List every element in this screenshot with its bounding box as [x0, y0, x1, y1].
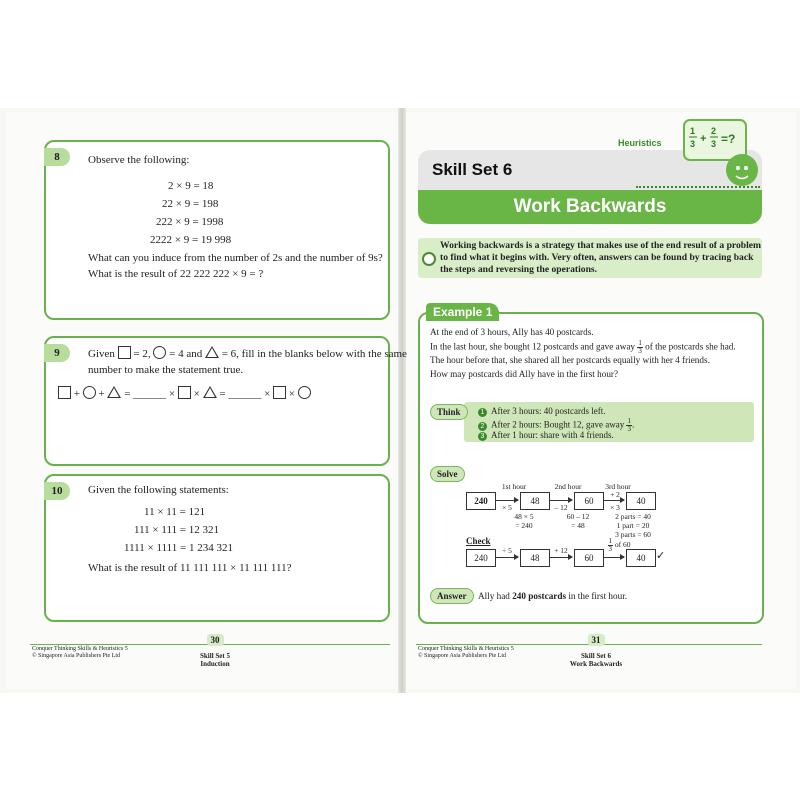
- calc-line: 60 – 12: [566, 512, 590, 521]
- triangle-shape: [203, 386, 217, 398]
- q8-question-2: What is the result of 22 222 222 × 9 = ?: [88, 268, 264, 280]
- q10-question: What is the result of 11 111 111 × 11 111 111?: [88, 562, 292, 574]
- q9-given-prefix: Given: [88, 348, 115, 360]
- footer-skill-name: Induction: [200, 660, 230, 668]
- solve-box-3: 60: [574, 492, 604, 510]
- q10-equation-2: 111 × 111 = 12 321: [134, 524, 220, 536]
- footer-publisher: [32, 646, 128, 660]
- fraction: [626, 418, 632, 433]
- chapter-title: Work Backwards: [513, 196, 667, 217]
- calc-line: 1 part = 20: [616, 521, 650, 530]
- q9-circle-value: = 4 and: [169, 348, 203, 360]
- plus-sign: +: [98, 388, 105, 400]
- arrow-icon: [604, 500, 624, 501]
- number-dot-icon: 1: [478, 408, 487, 417]
- think-text: After 3 hours: 40 postcards left.: [491, 406, 606, 416]
- mascot-den-a: 3: [690, 139, 696, 149]
- fraction-num: 1: [638, 339, 642, 347]
- example-line-3: The hour before that, she shared all her postcards equally with her 4 friends.: [430, 355, 710, 365]
- footer-skill-set: Skill Set 6: [581, 652, 611, 660]
- question-number: 10: [44, 482, 70, 500]
- q8-equation-1: 2 × 9 = 18: [168, 180, 214, 192]
- question-number: 8: [44, 148, 70, 166]
- q10-equation-1: 11 × 11 = 121: [144, 506, 206, 518]
- times-sign: ×: [264, 388, 271, 400]
- q8-intro: Observe the following:: [88, 154, 190, 166]
- mascot-illustration: [680, 118, 764, 192]
- check-box-4: 40: [626, 549, 656, 567]
- plus-sign: +: [73, 388, 80, 400]
- check-mark-icon: ✓: [656, 550, 666, 562]
- blank-1: ______: [133, 388, 167, 400]
- arrow-icon: [550, 500, 572, 501]
- example-tab: Example 1: [426, 303, 499, 321]
- publisher-line-2: © Singapore Asia Publishers Pte Ltd: [418, 653, 507, 659]
- q8-equation-4: 2222 × 9 = 19 998: [150, 234, 232, 246]
- question-9-box: [44, 336, 407, 466]
- q9-square-value: = 2,: [133, 348, 151, 360]
- answer-bold: 240 postcards: [512, 591, 567, 601]
- q9-triangle-value: = 6, fill in the blanks below with the same: [221, 348, 407, 360]
- publisher-line-2: © Singapore Asia Publishers Pte Ltd: [32, 653, 121, 659]
- square-shape: [273, 386, 286, 399]
- blank-2: ______: [228, 388, 262, 400]
- equals-sign: =: [219, 388, 226, 400]
- times-sign: ×: [168, 388, 176, 400]
- think-label: Think: [430, 404, 468, 420]
- check-op-1: ÷ 5: [502, 546, 512, 555]
- book-gutter: [398, 108, 406, 693]
- example-line-4: How may postcards did Ally have in the first hour?: [430, 369, 619, 379]
- example-line-2a: In the last hour, she bought 12 postcards and gave away: [430, 341, 636, 352]
- think-text: After 2 hours: Bought 12, gave away: [491, 419, 625, 430]
- question-number: 9: [44, 344, 70, 362]
- q9-expression: [58, 386, 311, 403]
- page-number: 31: [588, 634, 605, 646]
- publisher-line-1: Conquer Thinking Skills & Heuristics 5: [418, 646, 514, 652]
- fraction: [608, 538, 614, 553]
- solve-op-2: – 12: [554, 503, 568, 512]
- bullet-icon: [422, 252, 436, 266]
- solve-box-1: 240: [466, 492, 496, 510]
- footer-publisher: [418, 646, 514, 660]
- question-10-box: [44, 474, 390, 622]
- fraction-den: 3: [608, 545, 612, 553]
- solve-op-3: + 2: [610, 490, 620, 499]
- fraction-den: 3: [638, 347, 642, 355]
- square-shape: [118, 346, 131, 359]
- circle-shape: [83, 386, 96, 399]
- think-item-3: [478, 430, 614, 441]
- calc-line: = 48: [571, 521, 585, 530]
- publisher-line-1: Conquer Thinking Skills & Heuristics 5: [32, 646, 128, 652]
- times-sign: ×: [193, 388, 200, 400]
- footer-skill-label: [180, 652, 250, 668]
- think-text: After 1 hour: share with 4 friends.: [491, 430, 614, 440]
- answer-text: [478, 590, 627, 602]
- arrow-icon: [604, 557, 624, 558]
- mascot-den-b: 3: [711, 139, 717, 149]
- example-line-2: [430, 340, 736, 355]
- check-op-3: [604, 538, 634, 553]
- page-number-31: [556, 634, 636, 646]
- check-box-1: 240: [466, 549, 496, 567]
- calc-line: = 240: [515, 521, 533, 530]
- answer-post: in the first hour.: [568, 591, 628, 601]
- arrow-icon: [496, 557, 518, 558]
- example-line-2b: of the postcards she had.: [645, 341, 736, 352]
- fraction: [637, 340, 643, 355]
- q9-given-line: [88, 346, 407, 363]
- hour-label-2: 2nd hour: [554, 482, 582, 491]
- hour-label-3: 3rd hour: [605, 482, 631, 491]
- footer-skill-label: [556, 652, 636, 668]
- answer-label: Answer: [430, 588, 474, 604]
- check-label: Check: [466, 536, 491, 546]
- calc-line: 2 parts = 40: [615, 512, 651, 521]
- number-dot-icon: 2: [478, 422, 487, 431]
- circle-shape: [298, 386, 311, 399]
- q9-given-line-2: number to make the statement true.: [88, 364, 244, 376]
- calc-1: [504, 512, 544, 530]
- times-sign: ×: [288, 388, 295, 400]
- mascot-num-a: 1: [690, 126, 696, 136]
- q10-equation-3: 1111 × 1111 = 1 234 321: [124, 542, 233, 554]
- hour-label-1: 1st hour: [501, 482, 527, 491]
- skill-set-title: Skill Set 6: [432, 160, 513, 179]
- solve-op-4: × 3: [610, 503, 620, 512]
- calc-line: 3 parts = 60: [615, 530, 651, 539]
- mascot-equals: =?: [721, 132, 736, 146]
- check-op-2: + 12: [554, 546, 568, 555]
- check-box-3: 60: [574, 549, 604, 567]
- page-number-30: [180, 634, 250, 646]
- example-line-1: At the end of 3 hours, Ally has 40 postcards.: [430, 327, 594, 337]
- mascot-plus: +: [700, 133, 707, 145]
- fraction-den: 3: [627, 425, 631, 433]
- arrow-icon: [550, 557, 572, 558]
- think-item-1: [478, 406, 605, 417]
- fraction-num: 1: [608, 537, 612, 545]
- intro-text: Working backwards is a strategy that makes use of the end result of a problem to find what it begins with. Very often, answers can be found by tracing back the steps and reversing the operations.: [440, 240, 762, 275]
- q10-intro: Given the following statements:: [88, 484, 229, 496]
- footer-skill-set: Skill Set 5: [200, 652, 230, 660]
- check-box-2: 48: [520, 549, 550, 567]
- equals-sign: =: [124, 388, 131, 400]
- solve-box-2: 48: [520, 492, 550, 510]
- number-dot-icon: 3: [478, 432, 487, 441]
- triangle-shape: [205, 346, 219, 358]
- page-number: 30: [207, 634, 224, 646]
- solve-label: Solve: [430, 466, 465, 482]
- solve-box-4: 40: [626, 492, 656, 510]
- footer-skill-name: Work Backwards: [569, 660, 623, 668]
- calc-2: [556, 512, 600, 530]
- square-shape: [58, 386, 71, 399]
- fraction-num: 1: [627, 417, 631, 425]
- calc-line: 48 × 5: [514, 512, 534, 521]
- arrow-icon: [496, 500, 518, 501]
- calc-3: [606, 512, 660, 539]
- q8-equation-2: 22 × 9 = 198: [162, 198, 219, 210]
- circle-shape: [153, 346, 166, 359]
- q8-equation-3: 222 × 9 = 1998: [156, 216, 224, 228]
- mascot-num-b: 2: [711, 126, 717, 136]
- answer-pre: Ally had: [478, 591, 510, 601]
- square-shape: [178, 386, 191, 399]
- check-op-text: of 60: [614, 540, 631, 550]
- think-item-2: 2 After 2 hours: Bought 12, gave away $\frac{1}{3}$ .: [478, 418, 634, 433]
- heuristics-label: Heuristics: [618, 138, 662, 148]
- solve-op-1: × 5: [502, 503, 512, 512]
- question-8-box: [44, 140, 390, 320]
- q8-question-1: What can you induce from the number of 2s and the number of 9s?: [88, 252, 383, 264]
- triangle-shape: [107, 386, 121, 398]
